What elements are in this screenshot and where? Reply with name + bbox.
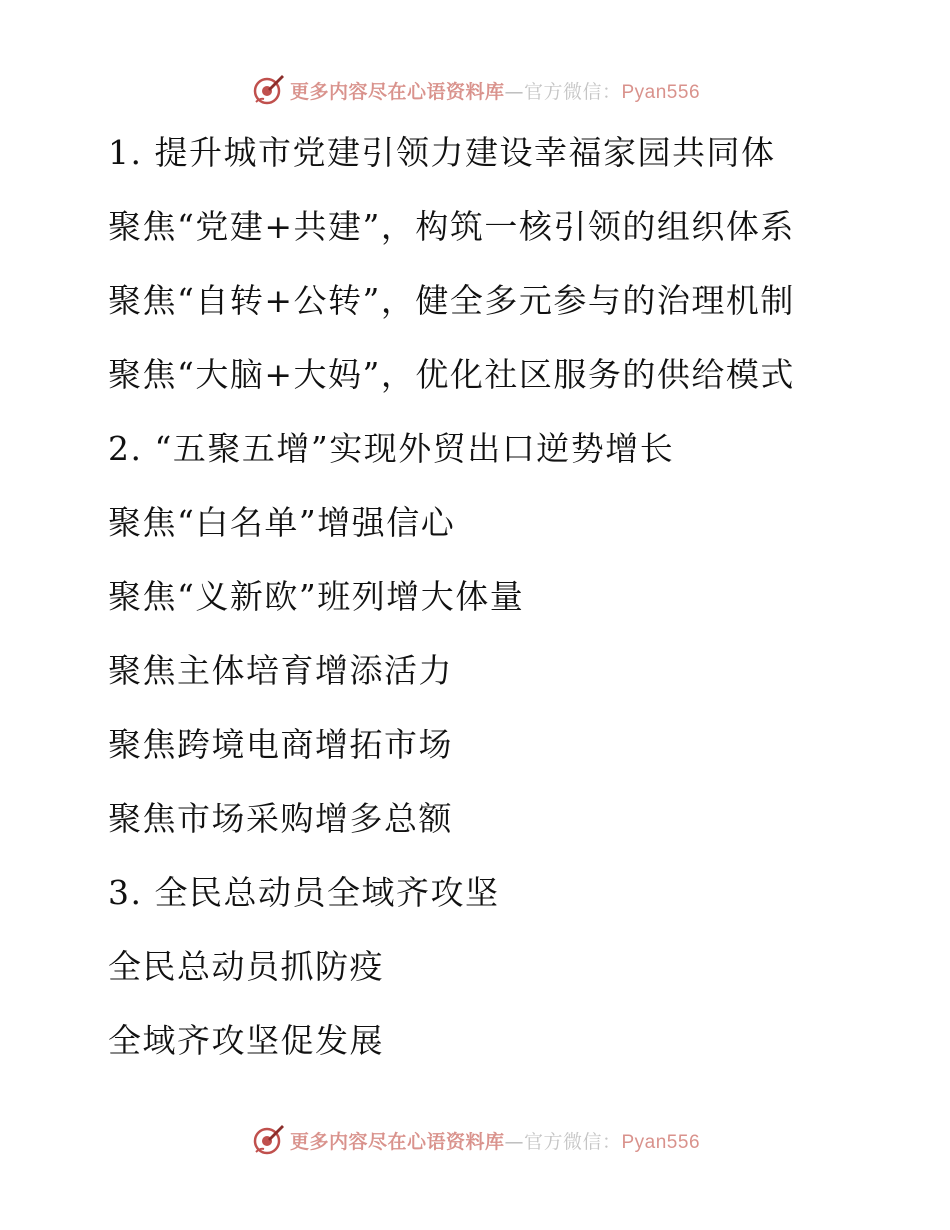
quill-seal-icon (250, 72, 286, 108)
watermark-dash: — (504, 80, 524, 103)
watermark-main-text: 更多内容尽在心语资料库 (289, 80, 505, 103)
watermark-id: Pyan556 (621, 81, 701, 103)
list-item: 聚焦“大脑+大妈”，优化社区服务的供给模式 (108, 355, 795, 394)
watermark-text (290, 1127, 700, 1154)
document-body (108, 116, 908, 1078)
heading-2: 2. “五聚五增”实现外贸出口逆势增长 (108, 429, 675, 468)
list-item: 聚焦“白名单”增强信心 (108, 503, 456, 542)
heading-1: 1. 提升城市党建引领力建设幸福家园共同体 (108, 133, 776, 172)
list-item: 聚焦跨境电商增拓市场 (108, 725, 453, 764)
list-item: 聚焦“自转+公转”，健全多元参与的治理机制 (108, 281, 795, 320)
list-item: 全域齐攻坚促发展 (108, 1021, 384, 1060)
list-item: 聚焦“党建+共建”，构筑一核引领的组织体系 (108, 207, 795, 246)
watermark-id: Pyan556 (621, 1131, 701, 1153)
list-item: 聚焦市场采购增多总额 (108, 799, 453, 838)
watermark-sub-text: 官方微信： (523, 1130, 622, 1153)
heading-3: 3. 全民总动员全域齐攻坚 (108, 873, 500, 912)
list-item: 全民总动员抓防疫 (108, 947, 384, 986)
watermark-text (290, 77, 700, 104)
quill-seal-icon (250, 1122, 286, 1158)
footer-watermark (0, 1120, 950, 1160)
watermark-main-text: 更多内容尽在心语资料库 (289, 1130, 505, 1153)
watermark-dash: — (504, 1130, 524, 1153)
header-watermark (0, 70, 950, 110)
watermark-sub-text: 官方微信： (523, 80, 622, 103)
list-item: 聚焦主体培育增添活力 (108, 651, 453, 690)
list-item: 聚焦“义新欧”班列增大体量 (108, 577, 525, 616)
